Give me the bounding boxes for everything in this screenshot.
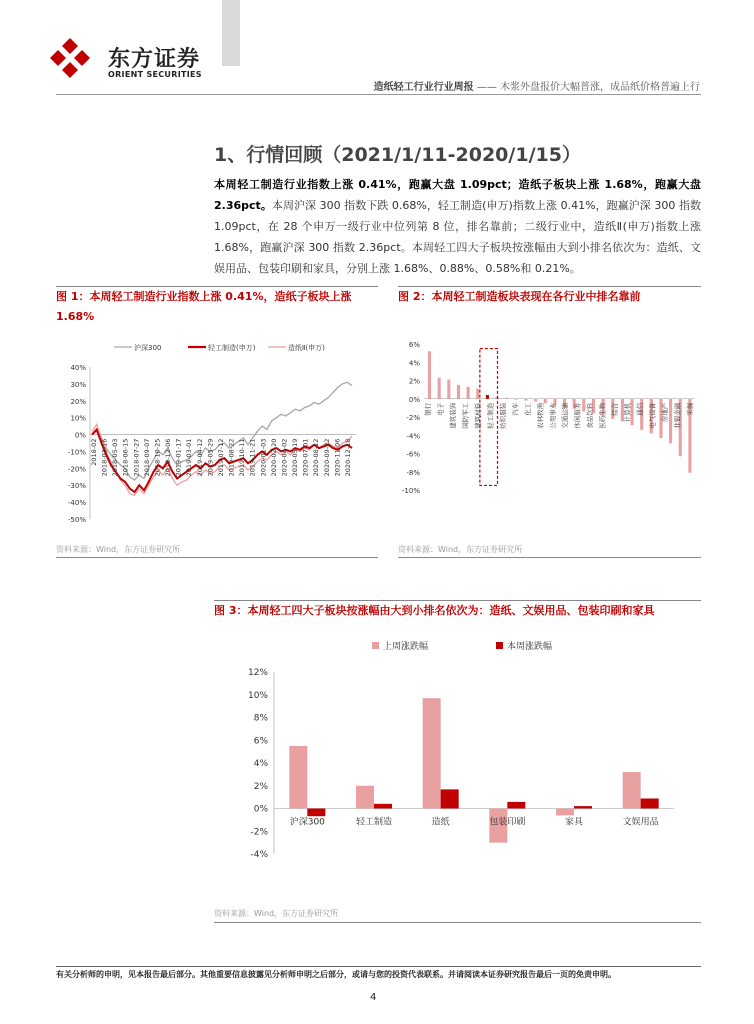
figure3-source: 资料来源：Wind，东方证券研究所 (214, 909, 339, 918)
figure1-source: 资料来源：Wind，东方证券研究所 (56, 545, 181, 554)
bar-1 (441, 789, 459, 808)
bar-1 (641, 798, 659, 808)
page-number: 4 (370, 992, 377, 1003)
category-label: 轻工制造 (355, 817, 393, 828)
x-tick-label: 建筑材料 (473, 402, 482, 429)
x-tick-label: 电子 (436, 402, 445, 416)
industry-bar (476, 389, 479, 399)
figure2-bar-chart (398, 338, 701, 498)
y-tick-label: 2% (408, 377, 420, 386)
bar-0 (289, 746, 307, 809)
x-tick-label: 公用事业 (548, 402, 557, 429)
x-tick-label: 2019-10-11 (238, 438, 247, 477)
category-label: 家具 (564, 817, 584, 828)
x-tick-label: 2020-07-01 (301, 438, 310, 477)
y-tick-label: 8% (253, 713, 268, 724)
x-tick-label: 医药生物 (598, 402, 607, 429)
running-header-subtitle: —— 木浆外盘报价大幅普涨，成品纸价格普遍上行 (476, 82, 700, 93)
x-tick-label: 2020-08-12 (312, 438, 321, 477)
summary-body: 本周沪深 300 指数下跌 0.68%，轻工制造(申万)指数上涨 0.41%，跑赢沪深 300 指数 1.09pct，在 28 个申万一级行业中位列第 8 位，排名靠前；二级行业中，造纸Ⅱ(申万)指数上涨 1.68%，跑赢沪深 300 指数 2.36pct。本周轻工四大子板块按涨幅由大到小排名依次为：造纸、文娱用品、包装印刷和家具，分别上涨 1.68%、0.88%、0.58%和 0.21%。 (214, 199, 701, 275)
x-tick-label: 2018-05-03 (111, 438, 120, 477)
figure1-line-chart (56, 335, 366, 530)
summary-paragraph (214, 174, 701, 279)
industry-bar (582, 399, 585, 412)
x-tick-label: 2018-02 (90, 438, 98, 466)
category-label: 造纸 (431, 817, 450, 828)
y-tick-label: -10% (401, 487, 420, 495)
bar-1 (374, 804, 392, 809)
bar-1 (574, 806, 592, 808)
legend-swatch-0 (372, 642, 379, 649)
industry-bar (669, 399, 672, 444)
header-rule (56, 94, 701, 95)
x-tick-label: 2020-04-02 (280, 438, 289, 477)
x-tick-label: 轻工制造 (486, 402, 495, 429)
y-tick-label: 10% (247, 690, 268, 701)
y-tick-label: -2% (250, 827, 268, 838)
industry-bar (524, 399, 527, 401)
y-tick-label: -40% (67, 499, 86, 508)
y-tick-label: -4% (250, 850, 268, 860)
y-tick-label: 4% (408, 359, 420, 368)
orient-logo-icon (50, 38, 90, 78)
figure3-title: 图 3：本周轻工四大子板块按涨幅由大到小排名依次为：造纸、文娱用品、包装印刷和家具 (214, 604, 655, 617)
y-tick-label: 0% (253, 804, 268, 815)
figure2-title: 图 2：本周轻工制造板块表现在各行业中排名靠前 (398, 290, 641, 303)
header-gray-tab (222, 0, 240, 66)
bar-0 (423, 698, 441, 808)
figure2-source: 资料来源：Wind，东方证券研究所 (398, 545, 523, 554)
x-tick-label: 2019-07-12 (217, 438, 225, 477)
y-tick-label: 40% (70, 364, 86, 372)
y-tick-label: -50% (67, 516, 86, 524)
bar-1 (307, 809, 325, 817)
category-label: 沪深300 (289, 817, 325, 828)
x-tick-label: 2019-05-29 (206, 438, 215, 477)
industry-bar (486, 395, 489, 399)
x-tick-label: 2018-09-07 (142, 438, 151, 477)
x-tick-label: 非银金融 (673, 402, 682, 429)
y-tick-label: -6% (406, 450, 420, 459)
y-tick-label: 20% (70, 397, 86, 406)
legend-swatch-1 (496, 642, 503, 649)
x-tick-label: 2018-06-15 (121, 438, 130, 477)
section-title: 1、行情回顾（2021/1/11-2020/1/15） (214, 144, 581, 166)
x-tick-label: 2018-03-16 (100, 438, 109, 477)
industry-bar (428, 351, 431, 398)
x-tick-label: 房地产 (661, 402, 670, 423)
x-tick-label: 2018-10-25 (153, 438, 162, 477)
x-tick-label: 农林牧渔 (536, 402, 545, 429)
x-tick-label: 综合 (611, 402, 620, 416)
figure2-bottom-rule (398, 557, 701, 558)
x-tick-label: 2018-07-27 (132, 438, 141, 477)
x-tick-label: 银行 (424, 402, 432, 416)
x-tick-label: 休闲服务 (573, 402, 582, 429)
bar-0 (556, 809, 574, 816)
y-tick-label: 2% (253, 781, 268, 792)
category-label: 文娱用品 (622, 817, 659, 828)
x-tick-label: 2020-02-20 (269, 438, 278, 477)
legend-label-0: 沪深300 (134, 344, 162, 352)
figure3-bottom-rule (214, 922, 701, 923)
y-tick-label: -2% (406, 414, 420, 422)
x-tick-label: 2020-12-18 (344, 438, 352, 477)
x-tick-label: 汽车 (511, 402, 520, 416)
industry-bar (438, 378, 441, 399)
industry-bar (544, 399, 547, 404)
x-tick-label: 2020-11-06 (333, 438, 342, 477)
legend-label-1: 轻工制造(申万) (208, 344, 256, 352)
x-tick-label: 2020-05-19 (291, 438, 300, 477)
x-tick-label: 2018-12-06 (164, 438, 173, 477)
industry-bar (505, 398, 508, 399)
x-tick-label: 2019-01-17 (174, 438, 183, 477)
y-tick-label: -8% (406, 468, 420, 477)
y-tick-label: 12% (247, 668, 268, 678)
running-header-title: 造纸轻工行业行业周报 (373, 82, 474, 93)
bar-0 (623, 772, 641, 808)
logo-text-en: ORIENT SECURITIES (108, 70, 202, 79)
y-tick-label: 6% (253, 736, 268, 747)
footer-disclaimer: 有关分析师的申明，见本报告最后部分。其他重要信息披露见分析师申明之后部分，或请与您的投资代表联系。并请阅读本证券研究报告最后一页的免责申明。 (56, 970, 616, 979)
bar-1 (507, 802, 525, 809)
x-tick-label: 通信 (636, 402, 645, 416)
x-tick-label: 电气设备 (648, 402, 657, 429)
x-tick-label: 2019-08-22 (227, 438, 236, 477)
y-tick-label: 6% (408, 341, 420, 349)
y-tick-label: 4% (253, 759, 268, 769)
figure3-bar-chart (214, 632, 701, 862)
x-tick-label: 计算机 (623, 402, 632, 423)
y-tick-label: 30% (70, 380, 86, 389)
category-label: 包装印刷 (489, 817, 526, 828)
bar-0 (356, 786, 374, 809)
x-tick-label: 2020-09-22 (322, 438, 331, 477)
y-tick-label: 0% (408, 395, 420, 404)
industry-bar (515, 399, 518, 400)
industry-bar (534, 399, 537, 402)
summary-lead: 本周轻工制造行业指数上涨 0.41%，跑赢大盘 1.09pct；造纸子板块上涨 1.68%，跑赢大盘 2.36pct。 (214, 178, 701, 212)
footer-rule (56, 966, 701, 967)
x-tick-label: 交通运输 (561, 402, 570, 429)
x-tick-label: 纺织服装 (498, 402, 507, 429)
industry-bar (447, 380, 450, 399)
x-tick-label: 2019-11-21 (248, 438, 257, 477)
running-header (340, 78, 700, 93)
x-tick-label: 食品饮料 (586, 402, 595, 429)
y-tick-label: -4% (406, 432, 420, 441)
y-tick-label: -10% (67, 448, 86, 457)
x-tick-label: 2019-03-01 (185, 438, 194, 477)
x-tick-label: 国防军工 (461, 402, 470, 429)
x-tick-label: 2019-04-12 (195, 438, 204, 477)
figure1-bottom-rule (56, 557, 378, 558)
legend-label-0: 上周涨跌幅 (383, 642, 429, 652)
x-tick-label: 2020-01-03 (259, 438, 268, 477)
x-tick-label: 化工 (523, 402, 532, 416)
x-tick-label: 建筑装饰 (448, 402, 457, 429)
industry-bar (457, 385, 460, 399)
y-tick-label: 10% (70, 414, 86, 423)
x-tick-label: 采掘 (686, 402, 694, 416)
y-tick-label: -20% (67, 465, 86, 474)
industry-bar (467, 387, 470, 399)
y-tick-label: 0% (74, 431, 86, 440)
legend-label-2: 造纸Ⅱ(申万) (288, 344, 325, 352)
legend-label-1: 本周涨跌幅 (507, 642, 553, 652)
y-tick-label: -30% (67, 482, 86, 491)
figure1-title: 图 1：本周轻工制造行业指数上涨 0.41%，造纸子板块上涨 1.68% (56, 290, 352, 323)
logo-text-cn: 东方证券 (108, 47, 201, 72)
